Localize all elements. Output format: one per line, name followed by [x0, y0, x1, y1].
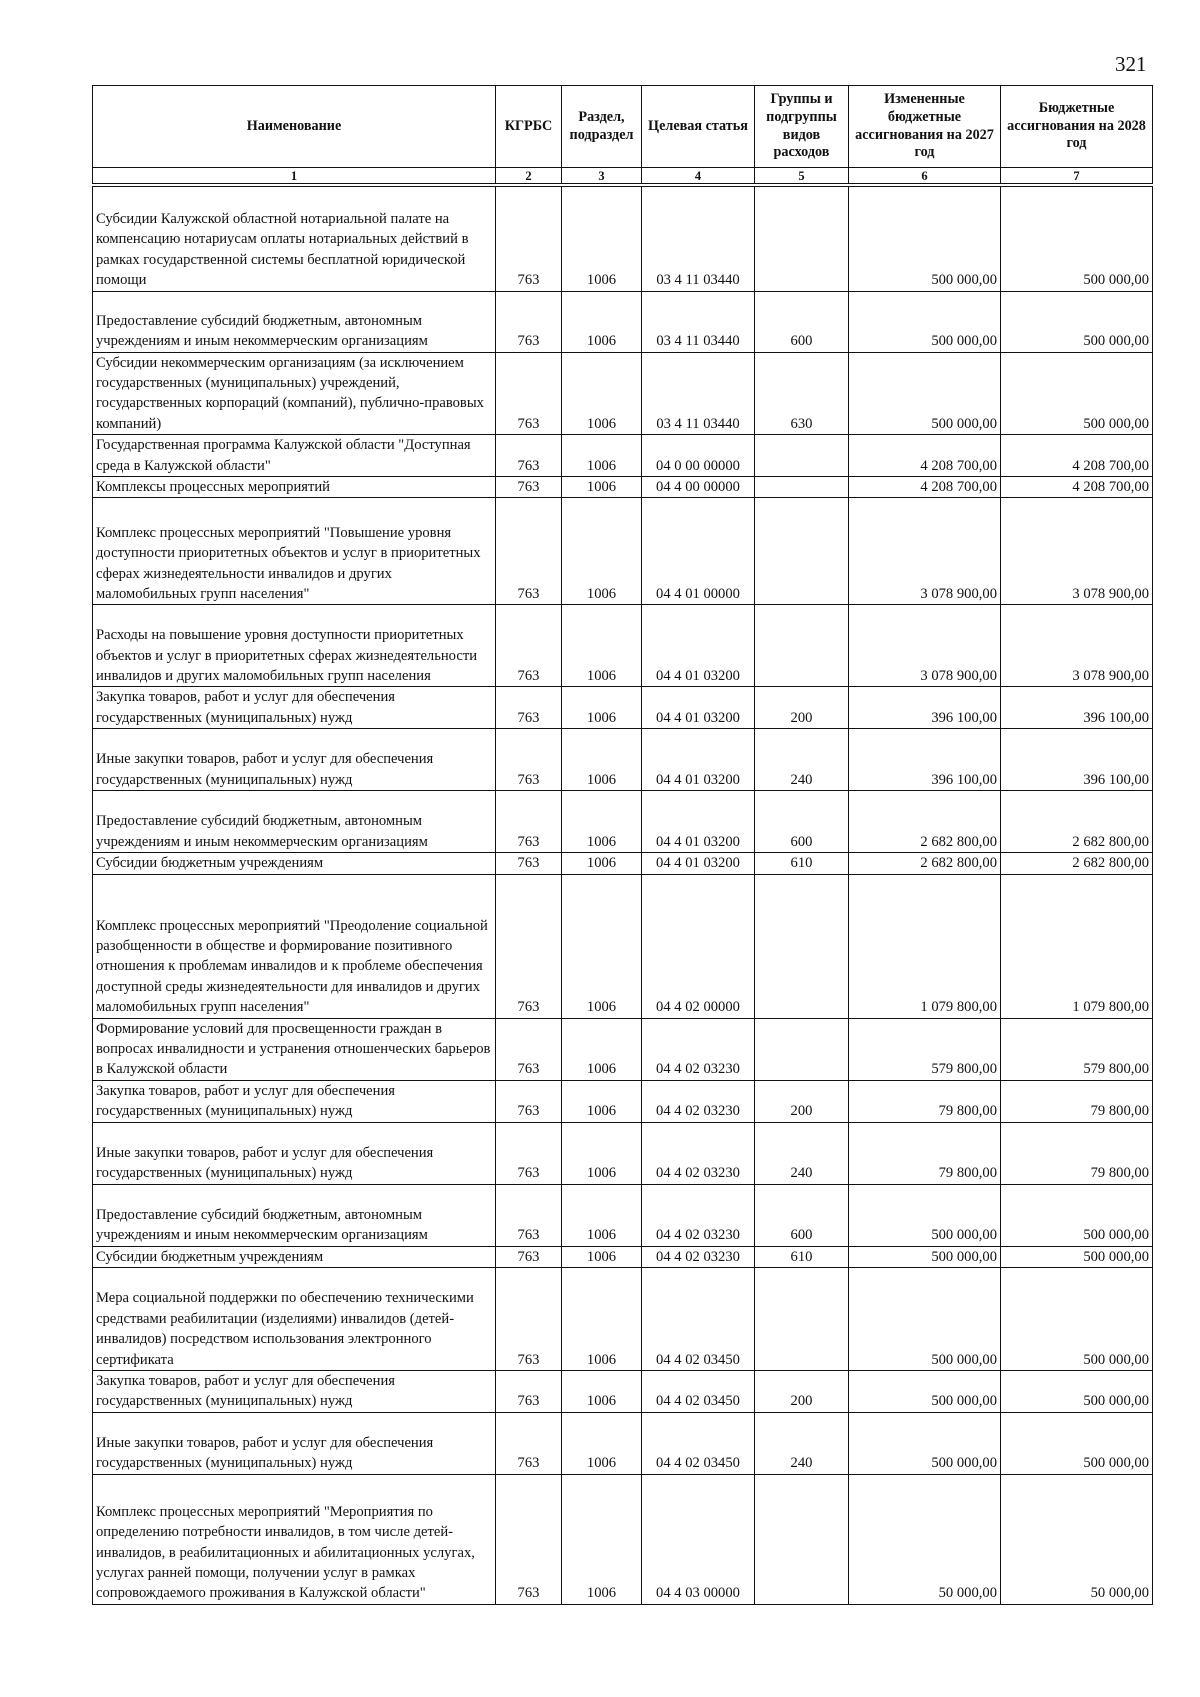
- row-expense-type: [755, 1018, 849, 1080]
- row-name: Закупка товаров, работ и услуг для обеспечения государственных (муниципальных) нужд: [93, 1371, 496, 1413]
- column-number: 3: [562, 168, 642, 186]
- row-amount-2027: 2 682 800,00: [849, 853, 1001, 874]
- row-name: Закупка товаров, работ и услуг для обеспечения государственных (муниципальных) нужд: [93, 687, 496, 729]
- row-name: Иные закупки товаров, работ и услуг для обеспечения государственных (муниципальных) нужд: [93, 1122, 496, 1184]
- row-amount-2028: 500 000,00: [1001, 1246, 1153, 1267]
- row-amount-2028: 500 000,00: [1001, 1268, 1153, 1371]
- row-section: 1006: [562, 352, 642, 435]
- row-name: Иные закупки товаров, работ и услуг для обеспечения государственных (муниципальных) нужд: [93, 729, 496, 791]
- table-row: [93, 791, 1153, 853]
- row-kgrbs: 763: [496, 1246, 562, 1267]
- row-expense-type: 630: [755, 352, 849, 435]
- row-expense-type: 200: [755, 687, 849, 729]
- row-target-item: 04 4 01 03200: [642, 605, 755, 687]
- row-section: 1006: [562, 853, 642, 874]
- row-expense-type: [755, 185, 849, 291]
- row-name: Субсидии бюджетным учреждениям: [93, 1246, 496, 1267]
- row-kgrbs: 763: [496, 1184, 562, 1246]
- row-kgrbs: 763: [496, 1474, 562, 1604]
- column-number: 7: [1001, 168, 1153, 186]
- row-amount-2028: 500 000,00: [1001, 1184, 1153, 1246]
- row-name: Закупка товаров, работ и услуг для обеспечения государственных (муниципальных) нужд: [93, 1080, 496, 1122]
- table-row: [93, 1474, 1153, 1604]
- row-name: Комплекс процессных мероприятий "Повышение уровня доступности приоритетных объектов и услуг в приоритетных сферах жизнедеятельности инвалидов и других маломобильных групп населения": [93, 498, 496, 605]
- row-kgrbs: 763: [496, 1122, 562, 1184]
- column-number: 1: [93, 168, 496, 186]
- table-row: [93, 687, 1153, 729]
- row-section: 1006: [562, 1122, 642, 1184]
- row-section: 1006: [562, 1371, 642, 1413]
- row-amount-2028: 3 078 900,00: [1001, 498, 1153, 605]
- table-row: [93, 729, 1153, 791]
- row-section: 1006: [562, 605, 642, 687]
- row-kgrbs: 763: [496, 853, 562, 874]
- row-expense-type: [755, 498, 849, 605]
- row-section: 1006: [562, 476, 642, 497]
- row-name: Субсидии бюджетным учреждениям: [93, 853, 496, 874]
- row-amount-2028: 500 000,00: [1001, 291, 1153, 352]
- table-row: [93, 291, 1153, 352]
- row-amount-2028: 4 208 700,00: [1001, 476, 1153, 497]
- table-row: [93, 1080, 1153, 1122]
- row-name: Предоставление субсидий бюджетным, автономным учреждениям и иным некоммерческим организациям: [93, 291, 496, 352]
- table-row: [93, 605, 1153, 687]
- row-amount-2028: 500 000,00: [1001, 352, 1153, 435]
- header-amount-2027: Измененные бюджетные ассигнования на 2027 год: [849, 86, 1001, 168]
- row-target-item: 04 4 02 03450: [642, 1412, 755, 1474]
- row-section: 1006: [562, 1018, 642, 1080]
- row-section: 1006: [562, 1268, 642, 1371]
- row-target-item: 04 4 03 00000: [642, 1474, 755, 1604]
- row-section: 1006: [562, 874, 642, 1018]
- row-target-item: 03 4 11 03440: [642, 291, 755, 352]
- row-amount-2027: 3 078 900,00: [849, 498, 1001, 605]
- row-target-item: 04 4 02 03450: [642, 1268, 755, 1371]
- row-amount-2028: 3 078 900,00: [1001, 605, 1153, 687]
- header-expense-type: Группы и подгруппы видов расходов: [755, 86, 849, 168]
- row-expense-type: 600: [755, 791, 849, 853]
- row-target-item: 04 4 02 03230: [642, 1246, 755, 1267]
- row-name: Комплекс процессных мероприятий "Мероприятия по определению потребности инвалидов, в том числе детей-инвалидов, в реабилитационных и абилитационных услугах, услугах ранней помощи, получении услуг в рамках сопровождаемого проживания в Калужской области": [93, 1474, 496, 1604]
- row-section: 1006: [562, 1246, 642, 1267]
- row-expense-type: [755, 1268, 849, 1371]
- row-name: Субсидии Калужской областной нотариальной палате на компенсацию нотариусам оплаты нотариальных действий в рамках государственной системы бесплатной юридической помощи: [93, 185, 496, 291]
- row-expense-type: 600: [755, 1184, 849, 1246]
- row-expense-type: [755, 605, 849, 687]
- row-amount-2028: 79 800,00: [1001, 1122, 1153, 1184]
- row-section: 1006: [562, 687, 642, 729]
- row-amount-2027: 500 000,00: [849, 1412, 1001, 1474]
- row-amount-2028: 4 208 700,00: [1001, 435, 1153, 477]
- row-kgrbs: 763: [496, 498, 562, 605]
- table-row: [93, 1246, 1153, 1267]
- row-target-item: 03 4 11 03440: [642, 352, 755, 435]
- row-amount-2027: 579 800,00: [849, 1018, 1001, 1080]
- row-amount-2027: 500 000,00: [849, 1371, 1001, 1413]
- row-amount-2028: 500 000,00: [1001, 1371, 1153, 1413]
- header-target-item: Целевая статья: [642, 86, 755, 168]
- row-name: Предоставление субсидий бюджетным, автономным учреждениям и иным некоммерческим организациям: [93, 1184, 496, 1246]
- row-amount-2027: 4 208 700,00: [849, 476, 1001, 497]
- column-number: 4: [642, 168, 755, 186]
- row-amount-2027: 4 208 700,00: [849, 435, 1001, 477]
- table-row: [93, 1268, 1153, 1371]
- row-kgrbs: 763: [496, 476, 562, 497]
- row-section: 1006: [562, 1184, 642, 1246]
- table-row: [93, 1371, 1153, 1413]
- row-name: Формирование условий для просвещенности граждан в вопросах инвалидности и устранения отношенческих барьеров в Калужской области: [93, 1018, 496, 1080]
- row-target-item: 03 4 11 03440: [642, 185, 755, 291]
- header-name: Наименование: [93, 86, 496, 168]
- row-target-item: 04 4 02 03450: [642, 1371, 755, 1413]
- table-row: [93, 498, 1153, 605]
- column-number: 2: [496, 168, 562, 186]
- row-target-item: 04 4 02 03230: [642, 1122, 755, 1184]
- row-target-item: 04 4 02 03230: [642, 1080, 755, 1122]
- row-amount-2028: 50 000,00: [1001, 1474, 1153, 1604]
- row-section: 1006: [562, 1474, 642, 1604]
- row-expense-type: 240: [755, 1412, 849, 1474]
- row-kgrbs: 763: [496, 729, 562, 791]
- row-expense-type: [755, 874, 849, 1018]
- row-amount-2027: 500 000,00: [849, 1268, 1001, 1371]
- row-expense-type: [755, 1474, 849, 1604]
- row-amount-2027: 500 000,00: [849, 1184, 1001, 1246]
- row-section: 1006: [562, 498, 642, 605]
- table-row: [93, 1122, 1153, 1184]
- row-kgrbs: 763: [496, 605, 562, 687]
- table-body: [93, 185, 1153, 1604]
- row-target-item: 04 4 01 03200: [642, 791, 755, 853]
- row-target-item: 04 4 01 03200: [642, 729, 755, 791]
- row-amount-2027: 500 000,00: [849, 352, 1001, 435]
- row-amount-2027: 1 079 800,00: [849, 874, 1001, 1018]
- row-section: 1006: [562, 791, 642, 853]
- row-kgrbs: 763: [496, 1371, 562, 1413]
- row-amount-2027: 500 000,00: [849, 291, 1001, 352]
- row-expense-type: 610: [755, 1246, 849, 1267]
- header-section: Раздел, подраздел: [562, 86, 642, 168]
- row-expense-type: 240: [755, 1122, 849, 1184]
- row-name: Государственная программа Калужской области "Доступная среда в Калужской области": [93, 435, 496, 477]
- row-name: Субсидии некоммерческим организациям (за исключением государственных (муниципальных) учреждений, государственных корпораций (компаний), публично-правовых компаний): [93, 352, 496, 435]
- row-kgrbs: 763: [496, 291, 562, 352]
- page-number: 321: [1115, 52, 1147, 76]
- row-name: Расходы на повышение уровня доступности приоритетных объектов и услуг в приоритетных сферах жизнедеятельности инвалидов и других маломобильных групп населения: [93, 605, 496, 687]
- row-amount-2028: 79 800,00: [1001, 1080, 1153, 1122]
- row-section: 1006: [562, 185, 642, 291]
- row-name: Иные закупки товаров, работ и услуг для обеспечения государственных (муниципальных) нужд: [93, 1412, 496, 1474]
- row-amount-2027: 500 000,00: [849, 185, 1001, 291]
- row-expense-type: 200: [755, 1371, 849, 1413]
- row-amount-2028: 500 000,00: [1001, 1412, 1153, 1474]
- row-amount-2027: 3 078 900,00: [849, 605, 1001, 687]
- row-amount-2027: 79 800,00: [849, 1122, 1001, 1184]
- row-amount-2027: 500 000,00: [849, 1246, 1001, 1267]
- row-kgrbs: 763: [496, 352, 562, 435]
- row-expense-type: 600: [755, 291, 849, 352]
- row-amount-2028: 500 000,00: [1001, 185, 1153, 291]
- column-number: 6: [849, 168, 1001, 186]
- row-amount-2027: 2 682 800,00: [849, 791, 1001, 853]
- row-amount-2028: 2 682 800,00: [1001, 853, 1153, 874]
- header-kgrbs: КГРБС: [496, 86, 562, 168]
- row-target-item: 04 4 01 03200: [642, 687, 755, 729]
- row-kgrbs: 763: [496, 1080, 562, 1122]
- table-row: [93, 185, 1153, 291]
- row-expense-type: [755, 476, 849, 497]
- row-amount-2028: 2 682 800,00: [1001, 791, 1153, 853]
- row-target-item: 04 4 02 03230: [642, 1018, 755, 1080]
- row-kgrbs: 763: [496, 1018, 562, 1080]
- row-kgrbs: 763: [496, 185, 562, 291]
- row-target-item: 04 4 00 00000: [642, 476, 755, 497]
- row-section: 1006: [562, 435, 642, 477]
- row-name: Предоставление субсидий бюджетным, автономным учреждениям и иным некоммерческим организациям: [93, 791, 496, 853]
- table-row: [93, 1018, 1153, 1080]
- table-row: [93, 1184, 1153, 1246]
- row-expense-type: 200: [755, 1080, 849, 1122]
- row-target-item: 04 0 00 00000: [642, 435, 755, 477]
- row-target-item: 04 4 02 00000: [642, 874, 755, 1018]
- table-row: [93, 435, 1153, 477]
- row-amount-2027: 396 100,00: [849, 687, 1001, 729]
- row-amount-2028: 579 800,00: [1001, 1018, 1153, 1080]
- row-name: Комплекс процессных мероприятий "Преодоление социальной разобщенности в обществе и формирование позитивного отношения к проблемам инвалидов и к проблеме обеспечения доступной среды жизнедеятельности для инвалидов и других маломобильных групп населения": [93, 874, 496, 1018]
- column-number: 5: [755, 168, 849, 186]
- table-row: [93, 874, 1153, 1018]
- row-expense-type: [755, 435, 849, 477]
- row-section: 1006: [562, 729, 642, 791]
- table-row: [93, 1412, 1153, 1474]
- row-amount-2027: 79 800,00: [849, 1080, 1001, 1122]
- row-kgrbs: 763: [496, 435, 562, 477]
- row-amount-2027: 396 100,00: [849, 729, 1001, 791]
- row-expense-type: 240: [755, 729, 849, 791]
- table-row: [93, 352, 1153, 435]
- row-kgrbs: 763: [496, 874, 562, 1018]
- row-section: 1006: [562, 1412, 642, 1474]
- row-section: 1006: [562, 1080, 642, 1122]
- column-number-row: [93, 168, 1153, 186]
- row-expense-type: 610: [755, 853, 849, 874]
- header-amount-2028: Бюджетные ассигнования на 2028 год: [1001, 86, 1153, 168]
- row-name: Мера социальной поддержки по обеспечению техническими средствами реабилитации (изделиями) инвалидов (детей-инвалидов) посредством использования электронного сертификата: [93, 1268, 496, 1371]
- row-target-item: 04 4 02 03230: [642, 1184, 755, 1246]
- row-kgrbs: 763: [496, 791, 562, 853]
- row-kgrbs: 763: [496, 1412, 562, 1474]
- row-kgrbs: 763: [496, 1268, 562, 1371]
- table-row: [93, 476, 1153, 497]
- row-section: 1006: [562, 291, 642, 352]
- row-amount-2027: 50 000,00: [849, 1474, 1001, 1604]
- table-row: [93, 853, 1153, 874]
- header-row: [93, 86, 1153, 168]
- row-target-item: 04 4 01 03200: [642, 853, 755, 874]
- row-amount-2028: 396 100,00: [1001, 687, 1153, 729]
- row-kgrbs: 763: [496, 687, 562, 729]
- row-name: Комплексы процессных мероприятий: [93, 476, 496, 497]
- row-amount-2028: 1 079 800,00: [1001, 874, 1153, 1018]
- row-amount-2028: 396 100,00: [1001, 729, 1153, 791]
- row-target-item: 04 4 01 00000: [642, 498, 755, 605]
- budget-table: [92, 85, 1153, 1605]
